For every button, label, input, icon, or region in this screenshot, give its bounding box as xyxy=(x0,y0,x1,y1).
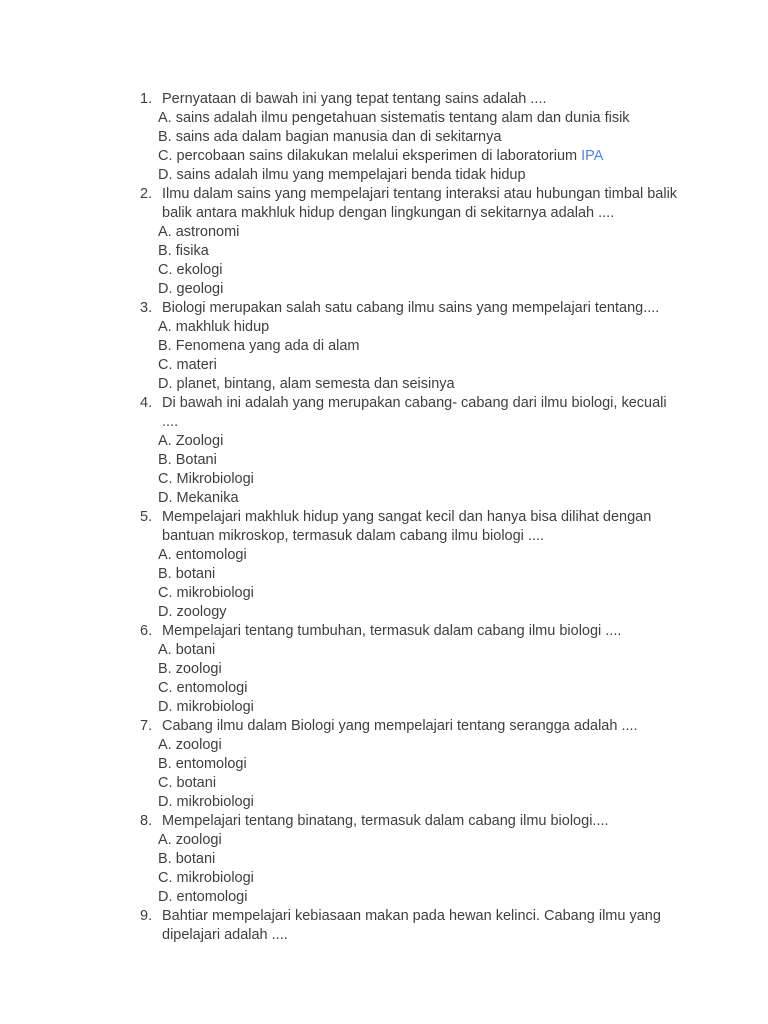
question-8 xyxy=(140,812,768,907)
question-6-number: 6. xyxy=(140,623,153,639)
question-4-option-d: D. Mekanika xyxy=(158,490,239,506)
question-6-text: Mempelajari tentang tumbuhan, termasuk dalam cabang ilmu biologi .... xyxy=(162,623,622,639)
question-3-option-b: B. Fenomena yang ada di alam xyxy=(158,338,360,354)
question-5 xyxy=(140,508,768,622)
question-2-option-d: D. geologi xyxy=(158,281,224,297)
question-4-text: Di bawah ini adalah yang merupakan cabang- cabang dari ilmu biologi, kecuali .... xyxy=(162,395,667,430)
question-3-number: 3. xyxy=(140,300,153,316)
question-2-option-a: A. astronomi xyxy=(158,224,240,240)
question-7-body xyxy=(158,717,682,812)
question-5-option-a: A. entomologi xyxy=(158,547,247,563)
question-6-option-d: D. mikrobiologi xyxy=(158,699,254,715)
question-6-option-b: B. zoologi xyxy=(158,661,222,677)
question-1-option-c-text: C. percobaan sains dilakukan melalui eksperimen di laboratorium xyxy=(158,148,578,164)
question-7-option-a: A. zoologi xyxy=(158,737,222,753)
question-2 xyxy=(140,185,768,299)
question-9 xyxy=(140,907,768,945)
question-6-option-a: A. botani xyxy=(158,642,216,658)
question-9-number: 9. xyxy=(140,908,153,924)
question-1-body xyxy=(158,90,682,185)
question-8-number: 8. xyxy=(140,813,153,829)
question-4 xyxy=(140,394,768,508)
question-8-option-a: A. zoologi xyxy=(158,832,222,848)
ipa-link[interactable]: IPA xyxy=(581,148,604,164)
question-3-body xyxy=(158,299,682,394)
question-2-option-b: B. fisika xyxy=(158,243,209,259)
question-6-option-c: C. entomologi xyxy=(158,680,248,696)
question-4-number: 4. xyxy=(140,395,153,411)
question-7 xyxy=(140,717,768,812)
question-7-option-c: C. botani xyxy=(158,775,217,791)
question-6-body xyxy=(158,622,682,717)
question-5-number: 5. xyxy=(140,509,153,525)
question-8-text: Mempelajari tentang binatang, termasuk dalam cabang ilmu biologi.... xyxy=(162,813,609,829)
question-1-option-b: B. sains ada dalam bagian manusia dan di sekitarnya xyxy=(158,129,502,145)
question-1 xyxy=(140,90,768,185)
question-2-text: Ilmu dalam sains yang mempelajari tentang interaksi atau hubungan timbal balik balik antara makhluk hidup dengan lingkungan di sekitarnya adalah .... xyxy=(162,186,678,221)
question-7-option-d: D. mikrobiologi xyxy=(158,794,254,810)
question-9-body xyxy=(162,907,682,945)
question-3-option-a: A. makhluk hidup xyxy=(158,319,270,335)
question-4-option-b: B. Botani xyxy=(158,452,217,468)
question-8-option-c: C. mikrobiologi xyxy=(158,870,254,886)
question-7-text: Cabang ilmu dalam Biologi yang mempelajari tentang serangga adalah .... xyxy=(162,718,638,734)
question-4-option-c: C. Mikrobiologi xyxy=(158,471,254,487)
question-3 xyxy=(140,299,768,394)
question-3-text: Biologi merupakan salah satu cabang ilmu sains yang mempelajari tentang.... xyxy=(162,300,660,316)
question-4-body xyxy=(158,394,682,508)
question-1-text: Pernyataan di bawah ini yang tepat tentang sains adalah .... xyxy=(162,91,547,107)
question-8-body xyxy=(158,812,682,907)
question-1-option-c xyxy=(158,147,682,166)
question-8-option-b: B. botani xyxy=(158,851,216,867)
question-7-number: 7. xyxy=(140,718,153,734)
question-4-option-a: A. Zoologi xyxy=(158,433,224,449)
question-1-option-a: A. sains adalah ilmu pengetahuan sistematis tentang alam dan dunia fisik xyxy=(158,110,630,126)
question-5-option-b: B. botani xyxy=(158,566,216,582)
question-1-option-d: D. sains adalah ilmu yang mempelajari benda tidak hidup xyxy=(158,167,526,183)
question-8-option-d: D. entomologi xyxy=(158,889,248,905)
question-2-number: 2. xyxy=(140,186,153,202)
question-9-text: Bahtiar mempelajari kebiasaan makan pada hewan kelinci. Cabang ilmu yang dipelajari adalah .... xyxy=(162,908,661,943)
question-7-option-b: B. entomologi xyxy=(158,756,247,772)
question-5-option-d: D. zoology xyxy=(158,604,227,620)
question-2-body xyxy=(158,185,682,299)
question-5-body xyxy=(158,508,682,622)
question-5-option-c: C. mikrobiologi xyxy=(158,585,254,601)
question-6 xyxy=(140,622,768,717)
question-3-option-d: D. planet, bintang, alam semesta dan seisinya xyxy=(158,376,455,392)
question-2-option-c: C. ekologi xyxy=(158,262,223,278)
question-3-option-c: C. materi xyxy=(158,357,217,373)
question-5-text: Mempelajari makhluk hidup yang sangat kecil dan hanya bisa dilihat dengan bantuan mikroskop, termasuk dalam cabang ilmu biologi .... xyxy=(162,509,652,544)
question-1-number: 1. xyxy=(140,91,153,107)
